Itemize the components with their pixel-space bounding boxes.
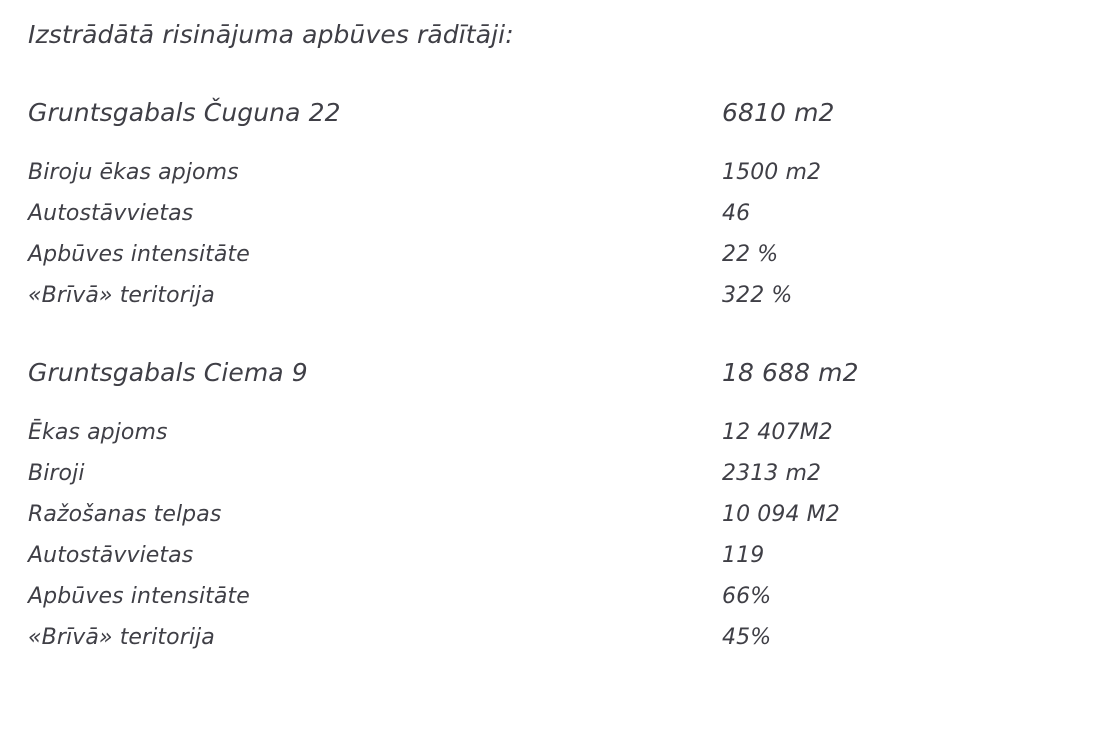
- row-label: Biroji: [28, 461, 85, 486]
- row-value: 2313 m2: [722, 461, 822, 486]
- section-title-1: Gruntsgabals Čuguna 22: [28, 98, 341, 127]
- table-row: [28, 412, 1071, 453]
- row-label: Ēkas apjoms: [28, 420, 168, 445]
- row-value: 12 407M2: [722, 420, 833, 445]
- table-row: [28, 617, 1071, 658]
- table-row: [28, 535, 1071, 576]
- row-label: «Brīvā» teritorija: [28, 625, 215, 650]
- page-title: Izstrādātā risinājuma apbūves rādītāji:: [28, 20, 514, 49]
- row-value: 10 094 M2: [722, 502, 840, 527]
- row-label: Apbūves intensitāte: [28, 584, 250, 609]
- row-label: Apbūves intensitāte: [28, 242, 250, 267]
- section-divider: [28, 316, 1071, 356]
- section-rows-2: [28, 412, 1071, 658]
- table-row: [28, 152, 1071, 193]
- section-rows-1: [28, 152, 1071, 316]
- row-value: 45%: [722, 625, 772, 650]
- row-label: Autostāvvietas: [28, 201, 194, 226]
- row-value: 22 %: [722, 242, 779, 267]
- section-header-1: [28, 96, 1071, 130]
- section-area-1: 6810 m2: [722, 98, 835, 127]
- row-label: Autostāvvietas: [28, 543, 194, 568]
- row-value: 322 %: [722, 283, 793, 308]
- row-label: «Brīvā» teritorija: [28, 283, 215, 308]
- table-row: [28, 193, 1071, 234]
- section-title-2: Gruntsgabals Ciema 9: [28, 358, 308, 387]
- row-value: 46: [722, 201, 751, 226]
- row-value: 119: [722, 543, 765, 568]
- section-header-2: [28, 356, 1071, 390]
- row-value: 1500 m2: [722, 160, 822, 185]
- table-row: [28, 275, 1071, 316]
- table-row: [28, 576, 1071, 617]
- table-row: [28, 494, 1071, 535]
- row-label: Biroju ēkas apjoms: [28, 160, 239, 185]
- section-area-2: 18 688 m2: [722, 358, 859, 387]
- row-label: Ražošanas telpas: [28, 502, 222, 527]
- table-row: [28, 234, 1071, 275]
- table-row: [28, 453, 1071, 494]
- row-value: 66%: [722, 584, 772, 609]
